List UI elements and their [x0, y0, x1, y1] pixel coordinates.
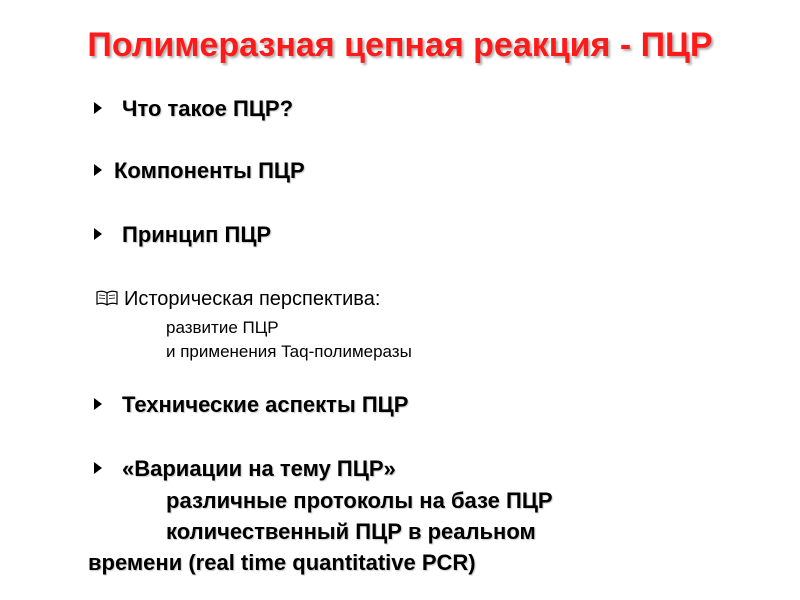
triangle-right-icon [94, 228, 102, 240]
triangle-right-icon [94, 462, 102, 474]
triangle-right-icon [94, 102, 102, 114]
list-item-label: Компоненты ПЦР [114, 158, 305, 183]
list-item-variations [94, 456, 396, 482]
list-item-components [94, 158, 305, 184]
list-item-history [96, 288, 380, 311]
list-item-principle [94, 222, 271, 248]
history-subline: и применения Taq-полимеразы [166, 342, 412, 361]
triangle-right-icon [94, 164, 102, 176]
open-book-icon [96, 290, 118, 306]
list-item-what-is-pcr [94, 96, 293, 122]
slide-title: Полимеразная цепная реакция - ПЦР [87, 26, 713, 64]
list-item-label: Технические аспекты ПЦР [122, 392, 409, 417]
triangle-right-icon [94, 398, 102, 410]
variations-subline: различные протоколы на базе ПЦР [166, 488, 553, 513]
list-item-label: Принцип ПЦР [122, 222, 272, 247]
history-subline: развитие ПЦР [166, 318, 279, 337]
list-item-label: Что такое ПЦР? [122, 96, 294, 121]
list-item-technical [94, 392, 408, 418]
list-item-label: «Вариации на тему ПЦР» [122, 456, 396, 481]
variations-subline: количественный ПЦР в реальном [166, 519, 536, 544]
variations-subline: времени (real time quantitative PCR) [88, 550, 476, 575]
history-label: Историческая перспектива: [124, 288, 381, 310]
